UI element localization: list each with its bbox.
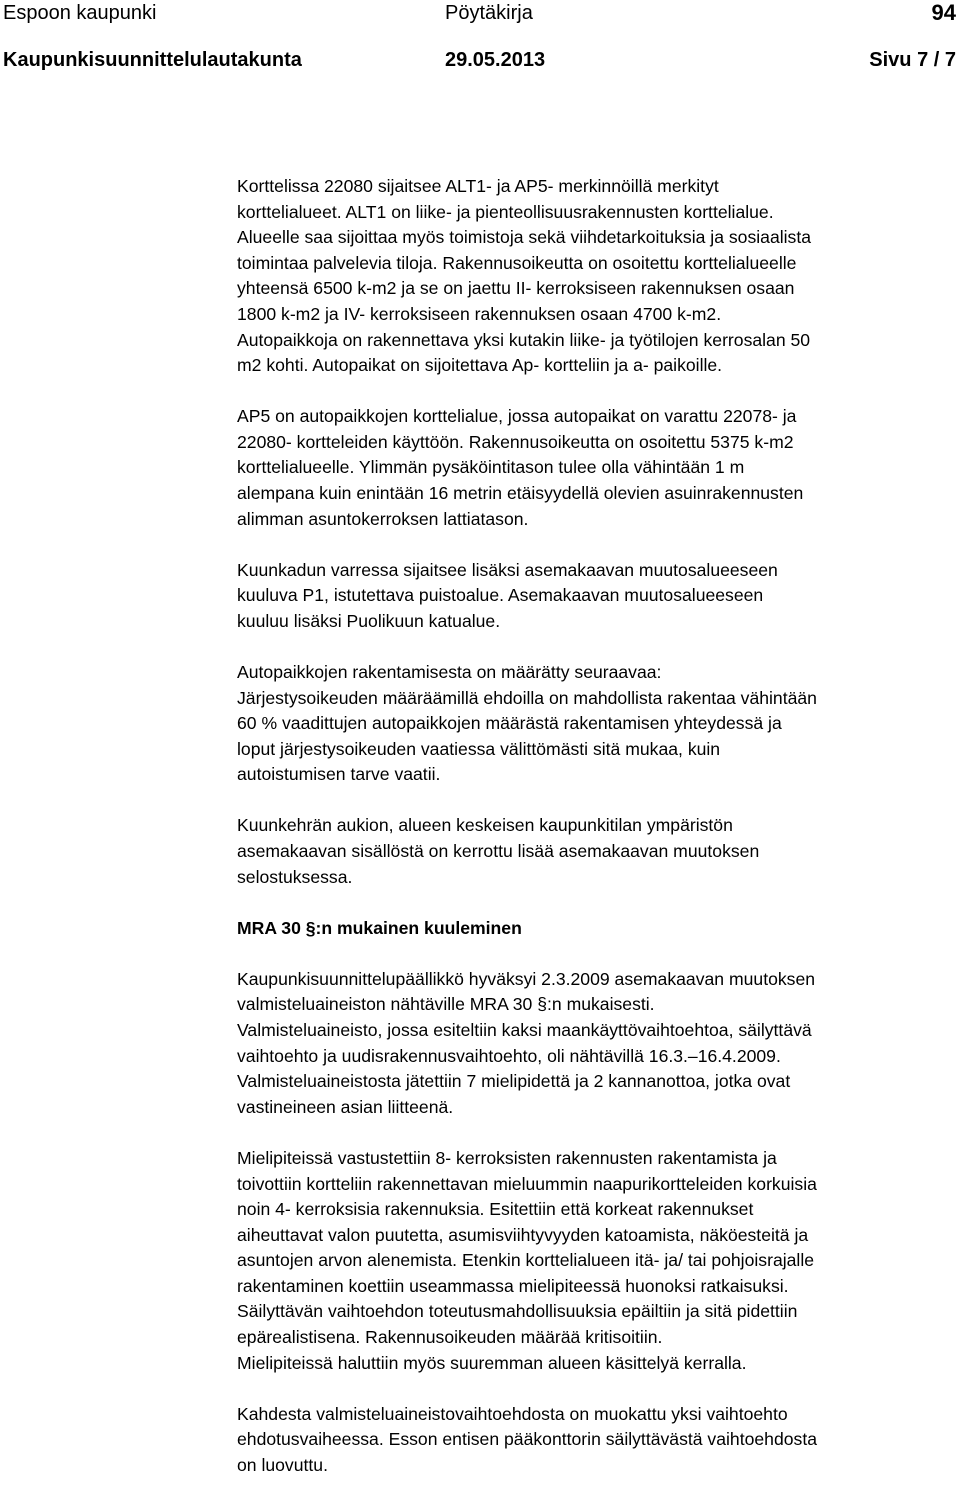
header-number: 94 (931, 0, 956, 25)
text-line: kuuluva P1, istutettava puistoalue. Asemakaavan muutosalueeseen (237, 585, 764, 606)
text-line: selostuksessa. (237, 866, 353, 887)
text-line: Kahdesta valmisteluaineistovaihtoehdosta on muokattu yksi vaihtoehto (237, 1403, 788, 1424)
text-line: epärealistisena. Rakennusoikeuden määrää kritisoitiin. (237, 1327, 663, 1348)
header-board: Kaupunkisuunnittelulautakunta (3, 49, 302, 71)
text-line: toivottiin kortteliin rakennettavan mieluummin naapurikortteleiden korkuisia (237, 1173, 817, 1194)
header-row-bottom (0, 47, 960, 73)
text-line: on luovuttu. (237, 1454, 328, 1475)
paragraph-block-autopaikkojen (237, 660, 957, 788)
text-line: loput järjestysoikeuden vaatiessa välittömästi sitä mukaa, kuin (237, 738, 721, 759)
text-line: Mielipiteissä vastustettiin 8- kerroksisten rakennusten rakentamista ja (237, 1147, 777, 1168)
text-line: m2 kohti. Autopaikat on sijoitettava Ap- kortteliin ja a- paikoille. (237, 355, 723, 376)
text-line: valmisteluaineiston nähtäville MRA 30 §:n mukaisesti. (237, 994, 655, 1015)
section-heading: MRA 30 §:n mukainen kuuleminen (237, 917, 522, 938)
header-date: 29.05.2013 (445, 49, 546, 71)
header-doc-type: Pöytäkirja (445, 2, 533, 24)
text-line: kuuluu lisäksi Puolikuun katualue. (237, 610, 501, 631)
text-line: toimintaa palvelevia tiloja. Rakennusoikeutta on osoitettu korttelialueelle (237, 252, 797, 273)
text-line: 1800 k-m2 ja IV- kerroksiseen rakennuksen osaan 4700 k-m2. (237, 303, 722, 324)
text-line: rakentaminen koettiin useammassa mielipiteessä huonoksi ratkaisuksi. (237, 1275, 789, 1296)
text-line: Korttelissa 22080 sijaitsee ALT1- ja AP5- merkinnöillä merkityt (237, 176, 719, 196)
text-line: Alueelle saa sijoittaa myös toimistoja sekä viihdetarkoituksia ja sosiaalista (237, 227, 812, 248)
text-line: Kuunkehrän aukion, alueen keskeisen kaupunkitilan ympäristön (237, 815, 733, 836)
text-line: asuntojen arvon alenemista. Etenkin korttelialueen itä- ja/ tai pohjoisrajalle (237, 1250, 815, 1271)
text-line: Kuunkadun varressa sijaitsee lisäksi asemakaavan muutosalueeseen (237, 559, 778, 580)
header-row-top (0, 0, 960, 26)
text-line: Valmisteluaineistosta jätettiin 7 mielipidettä ja 2 kannanottoa, jotka ovat (237, 1071, 791, 1092)
document-body (237, 174, 957, 1504)
text-line: Autopaikkoja on rakennettava yksi kutakin liike- ja työtilojen kerrosalan 50 (237, 329, 811, 350)
text-line: asemakaavan sisällöstä on kerrottu lisää asemakaavan muutoksen (237, 841, 760, 862)
text-line: aiheuttavat valon puutetta, asumisviihtyvyyden katoamista, näköesteitä ja (237, 1224, 809, 1245)
text-line: Autopaikkojen rakentamisesta on määrätty seuraavaa: (237, 662, 662, 682)
paragraph-block-korttelissa (237, 174, 957, 379)
text-line: 22080- kortteleiden käyttöön. Rakennusoikeutta on osoitettu 5375 k-m2 (237, 431, 794, 452)
text-line: AP5 on autopaikkojen korttelialue, jossa autopaikat on varattu 22078- ja (237, 406, 797, 427)
text-line: vastineineen asian liitteenä. (237, 1096, 454, 1117)
text-line: alimman asuntokerroksen lattiatason. (237, 508, 529, 529)
header-page: Sivu 7 / 7 (869, 49, 956, 71)
text-line: yhteensä 6500 k-m2 ja se on jaettu II- kerroksiseen rakennuksen osaan (237, 278, 795, 299)
text-line: 60 % vaadittujen autopaikkojen määrästä rakentamisen yhteydessä ja (237, 713, 782, 734)
paragraph-block-kuunkadun (237, 558, 957, 635)
text-line: korttelialueet. ALT1 on liike- ja pienteollisuusrakennusten korttelialue. (237, 201, 774, 222)
text-line: Säilyttävän vaihtoehdon toteutusmahdollisuuksia epäiltiin ja sitä pidettiin (237, 1301, 798, 1322)
paragraph-block-ap5 (237, 404, 957, 532)
paragraph-block-kahdesta (237, 1402, 957, 1479)
text-line: Kaupunkisuunnittelupäällikkö hyväksyi 2.3.2009 asemakaavan muutoksen (237, 968, 816, 989)
text-line: noin 4- kerroksisia rakennuksia. Esitettiin että korkeat rakennukset (237, 1199, 754, 1220)
text-line: korttelialueelle. Ylimmän pysäköintitason tulee olla vähintään 1 m (237, 457, 745, 478)
text-line: Valmisteluaineisto, jossa esiteltiin kaksi maankäyttövaihtoehtoa, säilyttävä (237, 1020, 812, 1041)
text-line: vaihtoehto ja uudisrakennusvaihtoehto, oli nähtävillä 16.3.–16.4.2009. (237, 1045, 781, 1066)
paragraph-block-kuunkehran (237, 813, 957, 890)
paragraph-block-mielipiteissa (237, 1146, 957, 1376)
text-line: ehdotusvaiheessa. Esson entisen pääkonttorin säilyttävästä vaihtoehdosta (237, 1429, 817, 1450)
text-line: alempana kuin enintään 16 metrin etäisyydellä olevien asuinrakennusten (237, 483, 804, 504)
paragraph-block-hyvaksyi (237, 967, 957, 1121)
text-line: autoistumisen tarve vaatii. (237, 764, 441, 785)
text-line: Mielipiteissä haluttiin myös suuremman alueen käsittelyä kerralla. (237, 1352, 747, 1373)
header-org: Espoon kaupunki (3, 2, 157, 24)
text-line: Järjestysoikeuden määräämillä ehdoilla on mahdollista rakentaa vähintään (237, 687, 817, 708)
